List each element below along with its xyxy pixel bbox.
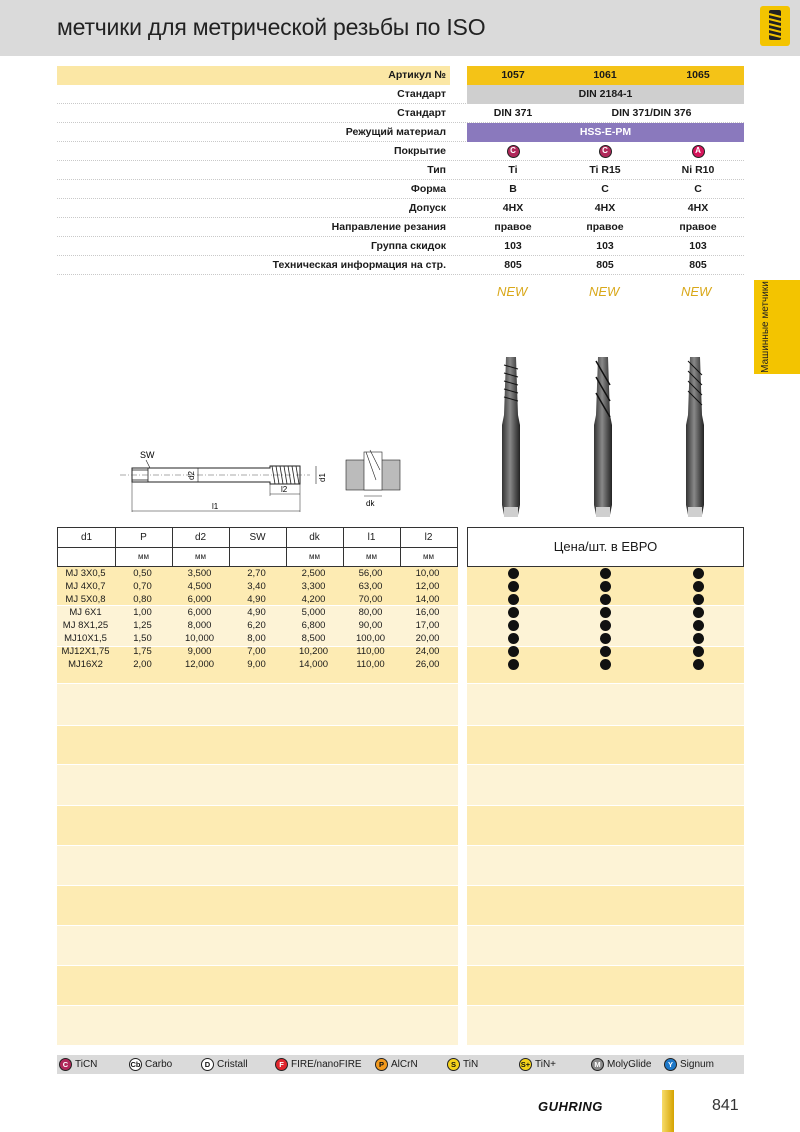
table-cell-l1: 80,00 <box>358 607 383 618</box>
direction-value: правое <box>494 221 532 233</box>
availability-dot <box>508 607 519 618</box>
standard1-value: DIN 2184-1 <box>578 88 633 100</box>
price-band <box>467 806 744 846</box>
table-cell-l2: 12,00 <box>415 581 440 592</box>
availability-dot <box>693 568 704 579</box>
coating-badge-icon: F <box>275 1058 288 1071</box>
table-cell-sw: 6,20 <box>247 620 266 631</box>
drawing-label-l1: l1 <box>212 502 219 511</box>
info-page-link[interactable]: 805 <box>689 259 707 271</box>
coating-badge-icon: C <box>59 1058 72 1071</box>
drawing-label-l2: l2 <box>281 485 288 494</box>
legend-label: TiCN <box>75 1059 98 1070</box>
table-cell-p: 1,75 <box>133 646 152 657</box>
article-1061: 1061 <box>593 69 617 81</box>
tolerance-label: Допуск <box>408 202 446 214</box>
spec-row-article <box>57 66 744 85</box>
legend-item <box>519 1058 556 1072</box>
legend-item <box>591 1058 651 1072</box>
tap-photo-1057 <box>494 355 528 520</box>
article-1065: 1065 <box>686 69 710 81</box>
spec-row-discount <box>57 237 744 256</box>
unit-l1: мм <box>366 552 377 561</box>
table-cell-l2: 20,00 <box>415 633 440 644</box>
legend-label: Signum <box>680 1059 714 1070</box>
table-cell-l1: 100,00 <box>355 633 386 644</box>
availability-dot <box>508 568 519 579</box>
table-row <box>57 632 458 645</box>
drawing-label-d2: d2 <box>187 471 196 480</box>
unit-dk: мм <box>309 552 320 561</box>
spec-row-material <box>57 123 744 142</box>
table-cell-d2: 9,000 <box>187 646 212 657</box>
info-page-link[interactable]: 805 <box>504 259 522 271</box>
table-cell-p: 0,70 <box>133 581 152 592</box>
dimension-table-body <box>57 567 458 671</box>
tolerance-value: 4HX <box>502 202 524 214</box>
availability-dot <box>693 633 704 644</box>
table-cell-l2: 17,00 <box>415 620 440 631</box>
coating-label: Покрытие <box>393 145 446 157</box>
unit-p: мм <box>138 552 149 561</box>
price-band <box>467 966 744 1006</box>
spec-row-type <box>57 161 744 180</box>
legend-item <box>664 1058 714 1072</box>
coating-badge: C <box>507 145 520 158</box>
table-cell-dk: 5,000 <box>301 607 326 618</box>
table-cell-l2: 24,00 <box>415 646 440 657</box>
table-cell-d1: MJ 3X0,5 <box>65 568 106 579</box>
page-number: 841 <box>712 1097 739 1114</box>
table-row <box>57 567 458 580</box>
discount-value: 103 <box>596 240 614 252</box>
availability-dot <box>600 620 611 631</box>
table-cell-sw: 7,00 <box>247 646 266 657</box>
drawing-label-d1: d1 <box>318 473 327 482</box>
type-value: Ti <box>508 164 518 176</box>
price-band <box>467 1006 744 1046</box>
legend-item <box>59 1058 97 1072</box>
availability-dot <box>600 594 611 605</box>
table-cell-sw: 3,40 <box>247 581 266 592</box>
header-p: P <box>140 532 147 543</box>
table-cell-l1: 110,00 <box>356 659 385 670</box>
availability-dot <box>693 594 704 605</box>
table-cell-sw: 4,90 <box>247 594 266 605</box>
unit-d2: мм <box>195 552 206 561</box>
spec-row-tolerance <box>57 199 744 218</box>
standard2-label: Стандарт <box>397 107 446 119</box>
availability-dot <box>508 581 519 592</box>
availability-dot <box>693 607 704 618</box>
table-cell-dk: 2,500 <box>301 568 326 579</box>
direction-value: правое <box>586 221 624 233</box>
price-band <box>467 886 744 926</box>
availability-dot <box>600 607 611 618</box>
table-cell-sw: 9,00 <box>247 659 266 670</box>
form-label: Форма <box>410 183 446 195</box>
availability-dot <box>600 581 611 592</box>
coating-badge: A <box>692 145 705 158</box>
header-d1: d1 <box>80 532 93 543</box>
legend-item <box>447 1058 478 1072</box>
article-1057: 1057 <box>501 69 525 81</box>
table-cell-sw: 2,70 <box>247 568 266 579</box>
table-cell-d1: MJ16X2 <box>68 659 103 670</box>
header-l1: l1 <box>367 532 376 543</box>
availability-dot <box>508 594 519 605</box>
info-label: Техническая информация на стр. <box>272 259 446 271</box>
type-value: Ni R10 <box>681 164 715 176</box>
availability-dot <box>693 620 704 631</box>
spec-row-form <box>57 180 744 199</box>
spec-row-info <box>57 256 744 275</box>
table-cell-dk: 14,000 <box>298 659 329 670</box>
coating-badge: C <box>599 145 612 158</box>
availability-dot <box>508 646 519 657</box>
legend-label: Cristall <box>217 1059 248 1070</box>
table-row <box>57 593 458 606</box>
table-cell-p: 0,50 <box>133 568 152 579</box>
legend-label: Carbo <box>145 1059 173 1070</box>
direction-value: правое <box>679 221 717 233</box>
legend-item <box>275 1058 362 1072</box>
availability-dot <box>508 620 519 631</box>
table-cell-l2: 10,00 <box>415 568 440 579</box>
spec-row-standard2 <box>57 104 744 123</box>
spec-row-standard1 <box>57 85 744 104</box>
dimension-table-header <box>57 527 458 567</box>
availability-dot <box>693 646 704 657</box>
table-cell-d1: MJ 4X0,7 <box>65 581 106 592</box>
table-cell-d2: 6,000 <box>187 607 212 618</box>
coating-badge-icon: P <box>375 1058 388 1071</box>
price-band <box>467 926 744 966</box>
side-tab-label: Машинные метчики <box>760 281 771 373</box>
standard2-value-2: DIN 371/DIN 376 <box>611 107 692 119</box>
table-cell-p: 1,50 <box>133 633 152 644</box>
guhring-logo: GUHRING <box>538 1099 603 1114</box>
table-cell-dk: 6,800 <box>301 620 326 631</box>
availability-dot <box>508 633 519 644</box>
tolerance-value: 4HX <box>594 202 616 214</box>
price-band <box>467 726 744 765</box>
table-cell-p: 1,00 <box>133 607 152 618</box>
table-cell-dk: 10,200 <box>298 646 329 657</box>
type-label: Тип <box>427 164 446 176</box>
dimension-table <box>57 527 458 670</box>
tap-photo-1065 <box>678 355 712 520</box>
availability-dot <box>600 646 611 657</box>
side-tab[interactable] <box>754 280 800 374</box>
coating-badge-icon: Y <box>664 1058 677 1071</box>
table-band <box>57 966 458 1006</box>
price-band <box>467 684 744 726</box>
material-label: Режущий материал <box>345 126 446 138</box>
table-cell-d1: MJ10X1,5 <box>64 633 107 644</box>
coating-badge-icon: S+ <box>520 1060 531 1069</box>
discount-label: Группа скидок <box>371 240 446 252</box>
page-header <box>0 0 800 56</box>
coating-badge-icon: D <box>201 1058 214 1071</box>
legend-label: AlCrN <box>391 1059 418 1070</box>
table-band <box>57 886 458 926</box>
table-band <box>57 1006 458 1046</box>
standard1-label: Стандарт <box>397 88 446 100</box>
table-cell-l1: 90,00 <box>358 620 383 631</box>
table-row <box>57 658 458 671</box>
legend-label: TiN <box>463 1059 479 1070</box>
form-value: C <box>694 183 702 195</box>
table-band <box>57 926 458 966</box>
coating-badge-icon: Cb <box>130 1060 141 1069</box>
legend-label: FIRE/nanoFIRE <box>291 1059 362 1070</box>
tap-drawing <box>120 440 410 520</box>
tolerance-value: 4HX <box>687 202 709 214</box>
table-cell-l1: 63,00 <box>358 581 383 592</box>
table-row <box>57 580 458 593</box>
material-value: HSS-E-PM <box>579 126 632 138</box>
header-dk: dk <box>309 532 320 543</box>
tap-thread-icon <box>760 6 790 46</box>
table-cell-l1: 110,00 <box>356 646 385 657</box>
discount-value: 103 <box>504 240 522 252</box>
article-label: Артикул № <box>57 66 450 85</box>
standard2-value-1: DIN 371 <box>493 107 533 119</box>
coating-legend <box>57 1055 744 1074</box>
table-row <box>57 619 458 632</box>
coating-badge-icon: S <box>447 1058 460 1071</box>
table-band <box>57 726 458 765</box>
table-cell-p: 2,00 <box>133 659 152 670</box>
table-cell-d2: 6,000 <box>187 594 212 605</box>
table-cell-d1: MJ 5X0,8 <box>65 594 106 605</box>
legend-label: MolyGlide <box>607 1059 652 1070</box>
table-cell-d1: MJ12X1,75 <box>61 646 110 657</box>
discount-value: 103 <box>689 240 707 252</box>
availability-dot <box>600 659 611 670</box>
direction-label: Направление резания <box>331 221 446 233</box>
table-cell-l2: 16,00 <box>415 607 440 618</box>
legend-item <box>129 1058 172 1072</box>
spec-table <box>57 66 744 299</box>
footer-bar <box>662 1090 674 1132</box>
table-row <box>57 606 458 619</box>
table-cell-dk: 8,500 <box>301 633 326 644</box>
spec-row-coating <box>57 142 744 161</box>
header-sw: SW <box>249 532 266 543</box>
legend-item <box>375 1058 418 1072</box>
legend-label: TiN+ <box>535 1059 557 1070</box>
availability-dot <box>508 659 519 670</box>
drawing-label-dk: dk <box>366 499 375 508</box>
availability-dot <box>600 633 611 644</box>
header-d2: d2 <box>194 532 207 543</box>
table-cell-dk: 4,200 <box>301 594 326 605</box>
table-band <box>57 684 458 726</box>
table-band <box>57 765 458 806</box>
table-cell-l2: 26,00 <box>415 659 440 670</box>
new-tag: NEW <box>589 284 620 299</box>
unit-d1 <box>58 547 115 567</box>
unit-sw <box>229 547 286 567</box>
table-cell-l2: 14,00 <box>415 594 440 605</box>
availability-dot <box>693 659 704 670</box>
unit-l2: мм <box>423 552 434 561</box>
table-cell-d2: 10,000 <box>184 633 215 644</box>
price-band <box>467 846 744 886</box>
tap-photo-1061 <box>586 355 620 520</box>
table-cell-d1: MJ 8X1,25 <box>62 620 109 631</box>
table-row <box>57 645 458 658</box>
price-band <box>467 765 744 806</box>
table-band <box>57 846 458 886</box>
table-cell-d2: 4,500 <box>187 581 212 592</box>
table-cell-p: 1,25 <box>133 620 152 631</box>
table-cell-p: 0,80 <box>133 594 152 605</box>
type-value: Ti R15 <box>589 164 621 176</box>
form-value: C <box>601 183 609 195</box>
table-cell-l1: 70,00 <box>358 594 383 605</box>
header-l2: l2 <box>424 532 433 543</box>
table-cell-dk: 3,300 <box>301 581 326 592</box>
coating-badge-icon: M <box>591 1058 604 1071</box>
form-value: B <box>509 183 517 195</box>
new-tag: NEW <box>497 284 528 299</box>
table-cell-d2: 8,000 <box>187 620 212 631</box>
price-header: Цена/шт. в ЕВРО <box>467 527 744 567</box>
table-cell-d2: 3,500 <box>187 568 212 579</box>
drawing-label-sw: SW <box>140 450 155 460</box>
table-band <box>57 806 458 846</box>
legend-item <box>201 1058 248 1072</box>
table-cell-l1: 56,00 <box>358 568 383 579</box>
table-cell-d1: MJ 6X1 <box>69 607 102 618</box>
table-cell-sw: 8,00 <box>247 633 266 644</box>
spec-row-direction <box>57 218 744 237</box>
availability-dot <box>600 568 611 579</box>
availability-dot <box>693 581 704 592</box>
table-cell-sw: 4,90 <box>247 607 266 618</box>
table-cell-d2: 12,000 <box>184 659 215 670</box>
page-title: метчики для метрической резьбы по ISO <box>57 14 486 40</box>
info-page-link[interactable]: 805 <box>596 259 614 271</box>
new-tag: NEW <box>681 284 712 299</box>
